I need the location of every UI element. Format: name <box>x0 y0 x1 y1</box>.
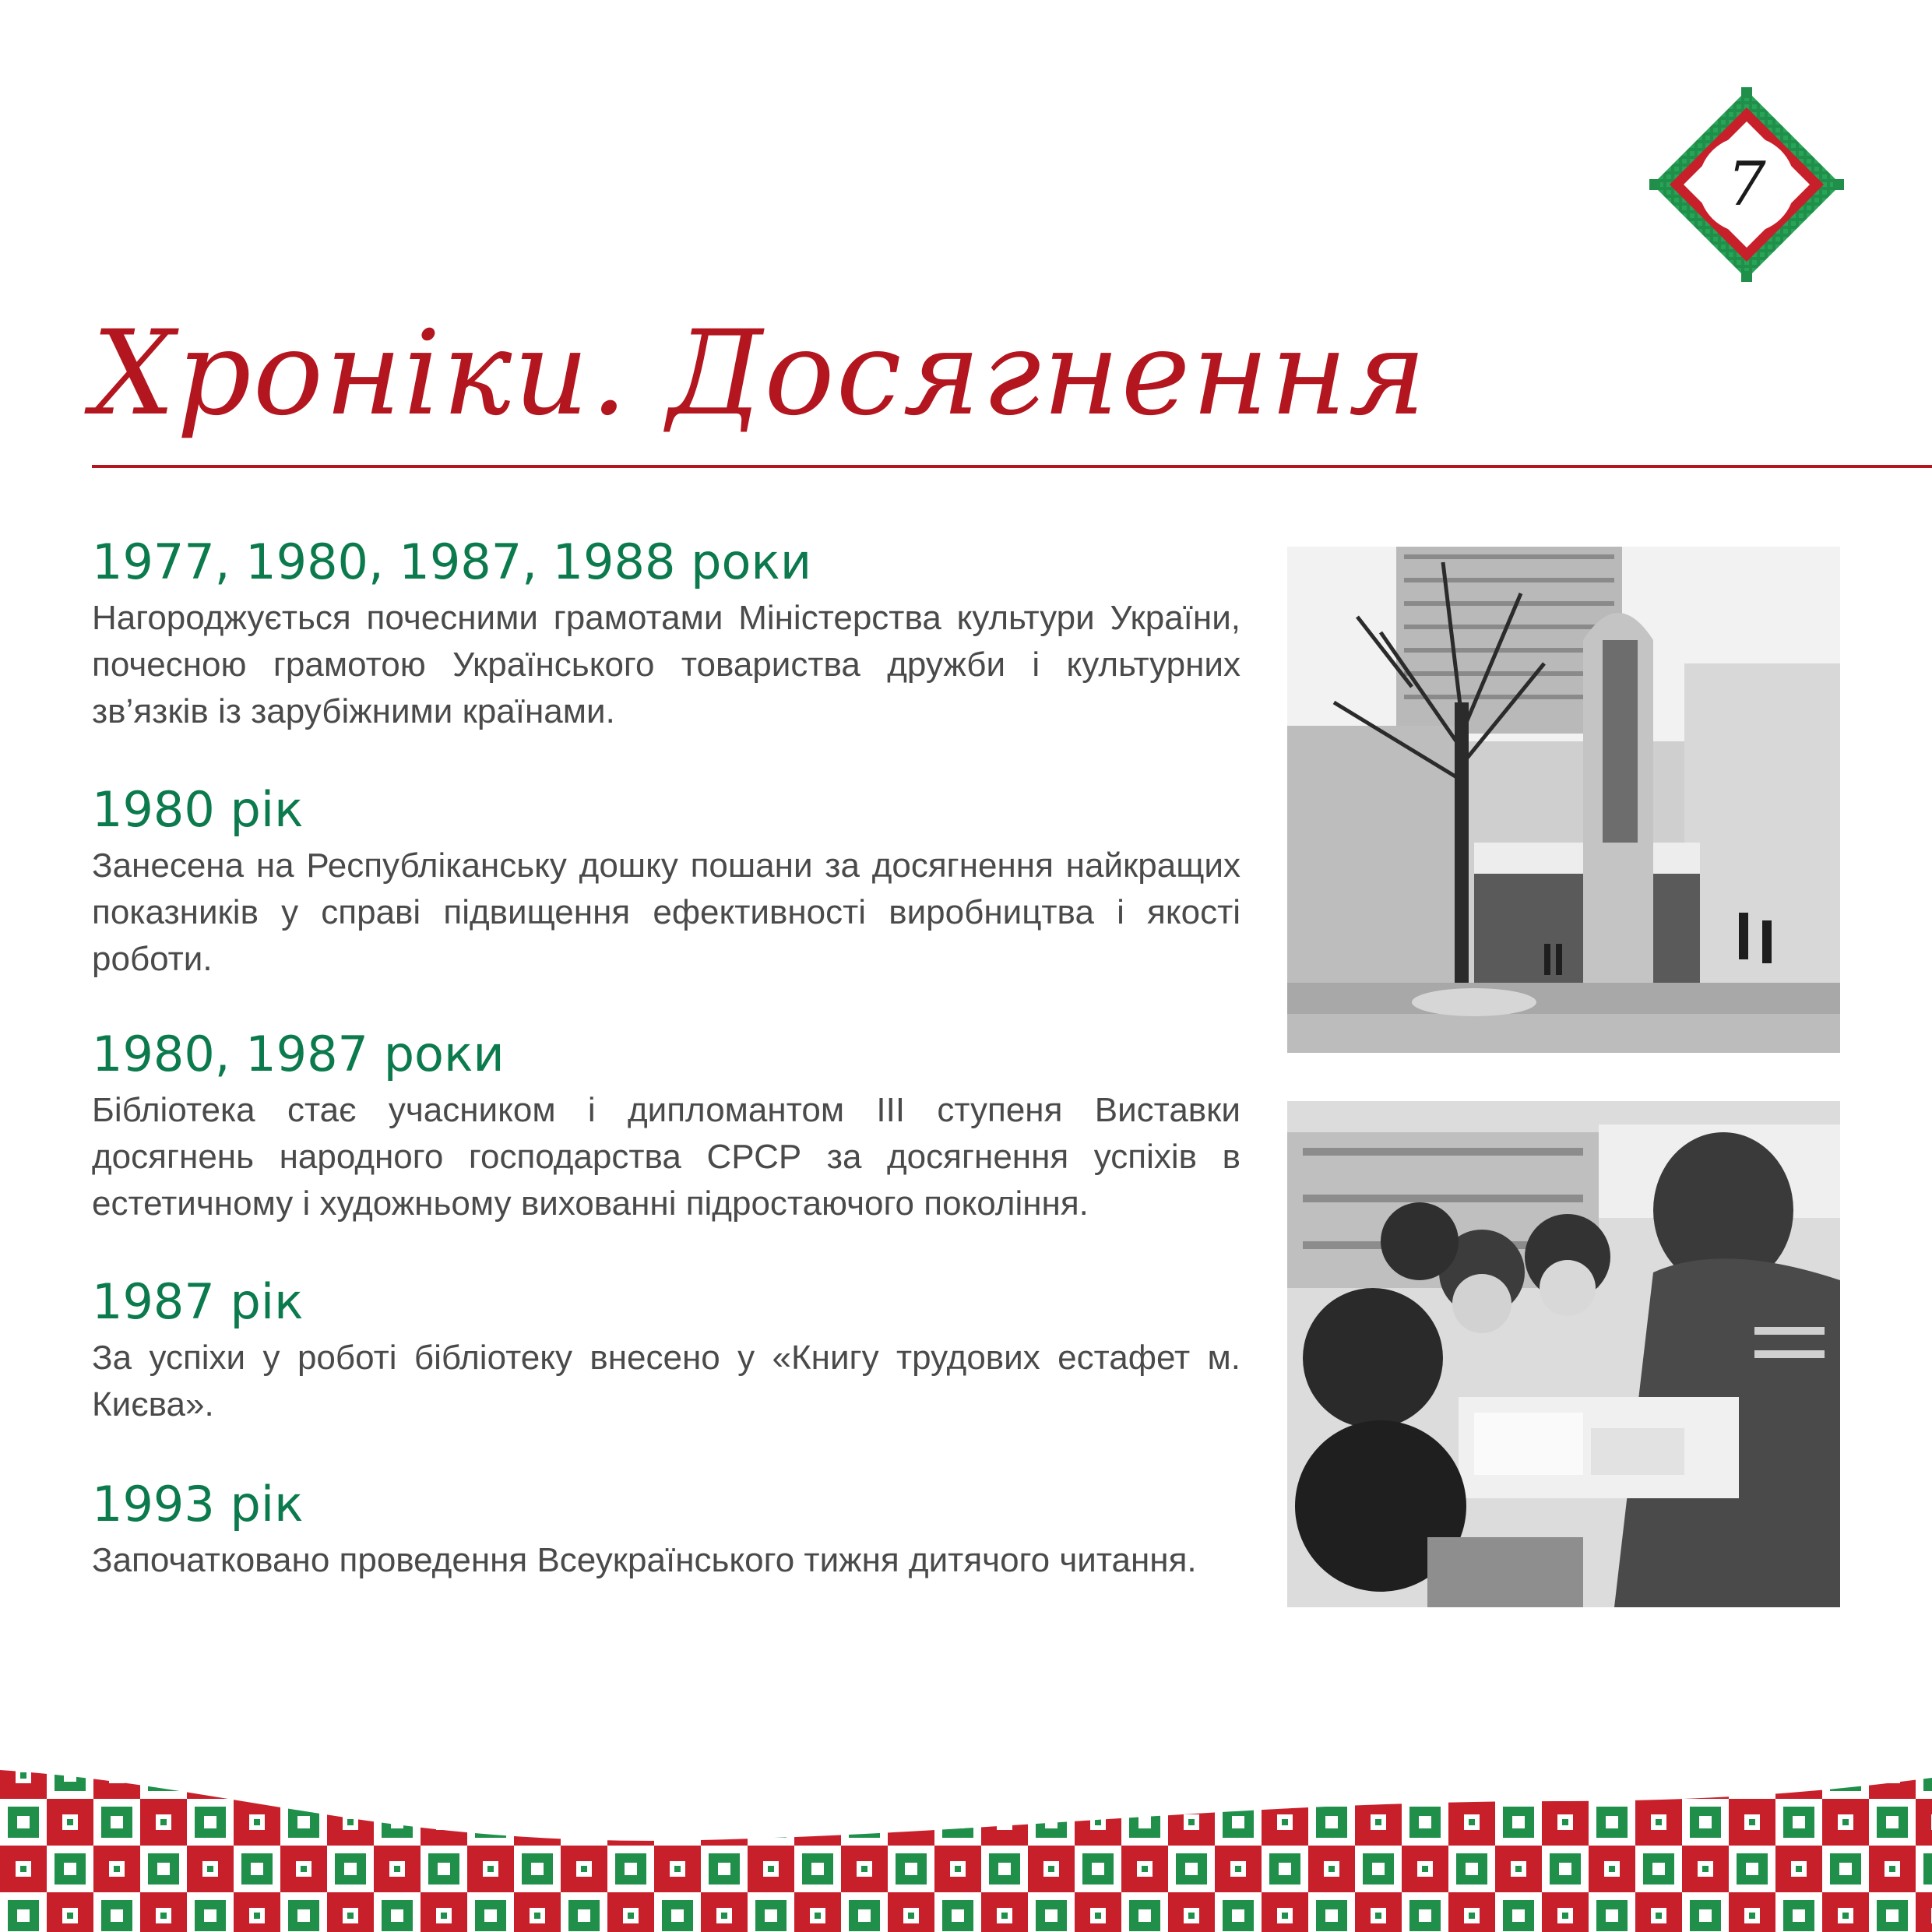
embroidery-ornament-band <box>0 1752 1932 1932</box>
timeline-entry <box>92 1472 1240 1584</box>
entry-year-heading: 1980, 1987 роки <box>92 1026 505 1082</box>
children-reading-photo <box>1287 1101 1840 1607</box>
entry-description: Нагороджується почесними грамотами Міністерства культури України, почесною грамотою Українського товариства дружби і культурних зв’язків із зарубіжними країнами. <box>92 599 1240 730</box>
timeline-entry <box>92 1269 1240 1428</box>
entry-description: Започатковано проведення Всеукраїнського тижня дитячого читання. <box>92 1541 1197 1579</box>
page-title: Хроніки. Досягнення <box>92 306 1428 442</box>
entry-description: Бібліотека стає учасником і дипломантом III ступеня Виставки досягнень народного господарства СРСР за досягнення успіхів в естетичному і художньому вихованні підростаючого покоління. <box>92 1091 1240 1223</box>
timeline-entry <box>92 530 1240 735</box>
timeline-entry <box>92 1022 1240 1227</box>
page-number-badge <box>1649 87 1844 282</box>
page-number: 7 <box>1727 150 1766 220</box>
entry-description: За успіхи у роботі бібліотеку внесено у «Книгу трудових естафет м. Києва». <box>92 1339 1240 1423</box>
timeline-entry <box>92 777 1240 983</box>
entry-year-heading: 1977, 1980, 1987, 1988 роки <box>92 533 812 590</box>
entry-year-heading: 1980 рік <box>92 781 304 838</box>
library-building-photo <box>1287 547 1840 1053</box>
title-divider <box>92 465 1932 468</box>
entry-year-heading: 1993 рік <box>92 1476 304 1533</box>
entry-year-heading: 1987 рік <box>92 1273 304 1330</box>
entry-description: Занесена на Республіканську дошку пошани за досягнення найкращих показників у справі підвищення ефективності виробництва і якості роботи. <box>92 846 1240 978</box>
